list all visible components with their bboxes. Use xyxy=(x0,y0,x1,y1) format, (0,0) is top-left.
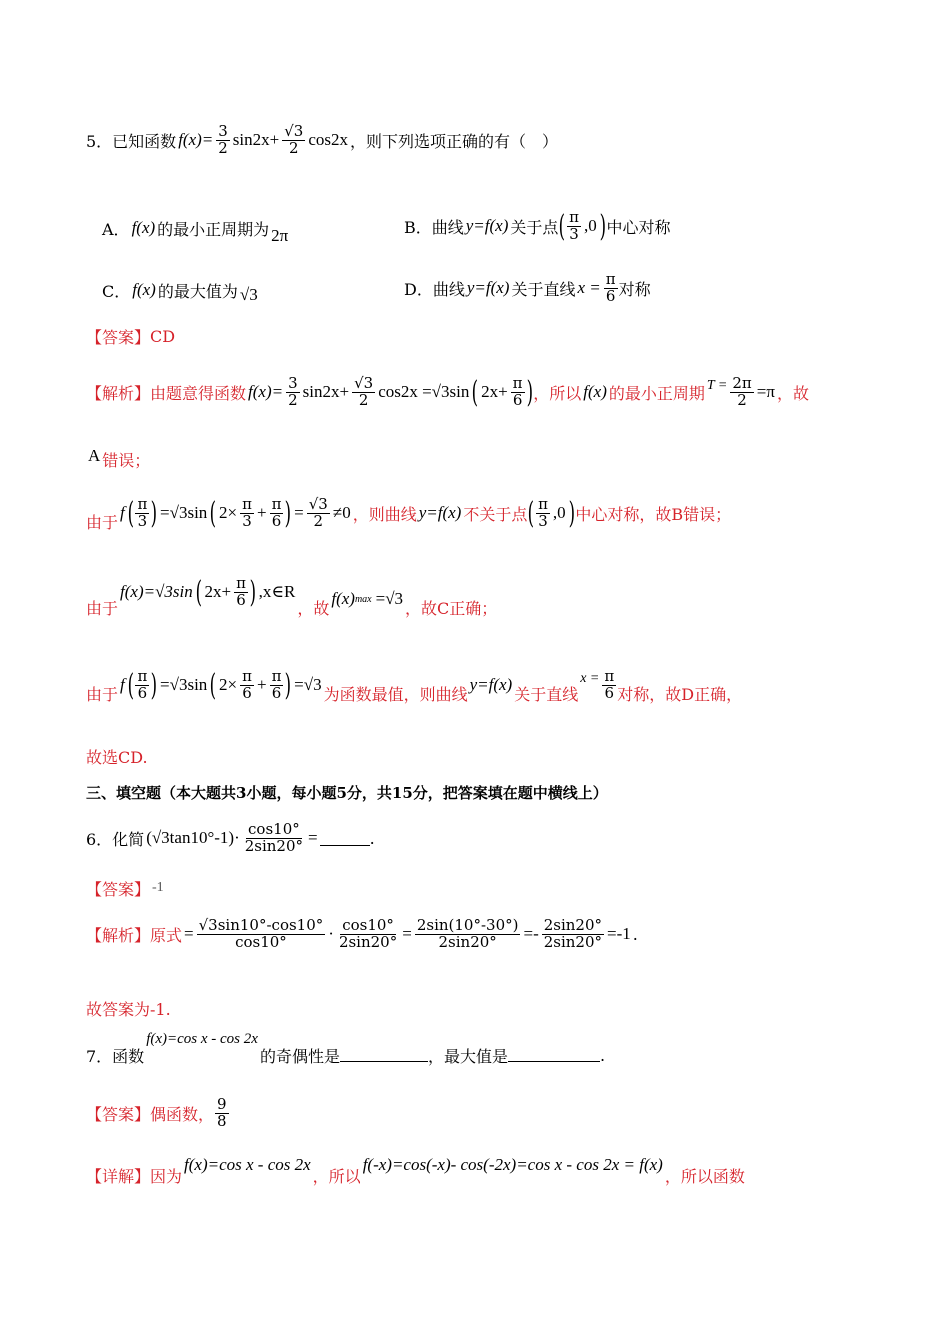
text-span: 不关于点 xyxy=(463,504,528,524)
text-span: 3 xyxy=(569,224,579,243)
text-span: ，则下列选项正确的有（ ） xyxy=(350,131,559,151)
text-span: 的奇偶性是 xyxy=(259,1046,340,1066)
text-span: 3 xyxy=(288,373,298,392)
text-span: 2sin20° xyxy=(244,836,304,855)
text-span: f(x) xyxy=(583,382,607,401)
text-span: 6 xyxy=(236,590,246,609)
text-span: π xyxy=(242,666,252,685)
text-span: f(x) xyxy=(132,280,156,299)
q7-answer xyxy=(86,1090,876,1136)
text-span: y=f(x) xyxy=(465,216,509,235)
text-span: 的最小正周期为 xyxy=(157,219,270,239)
text-span: π xyxy=(271,494,282,513)
text-span: π xyxy=(512,373,523,392)
text-span: ,x∈R xyxy=(258,582,296,601)
text-span: y=f(x) xyxy=(418,503,462,522)
text-span: 2π xyxy=(271,226,289,245)
q5-explanation-1: 【解析】 由题意得函数 f(x)= $\frac{3}{2}$ sin2x+ $\frac{√3}{2}$ cos2x =√3sin ( 2x+ $\frac{\pi}{6}$ ) ，所以 f(x) 的最小正周期 T = $\frac{2\pi}{2}$ =π ，故 xyxy=(86,373,809,410)
text-span: f(x)=cos x - cos 2x xyxy=(184,1155,311,1174)
text-span: y=f(x) xyxy=(469,675,513,694)
text-span: 2× xyxy=(219,503,238,522)
text-span: 6 xyxy=(271,511,282,530)
text-span: x = xyxy=(580,671,600,686)
text-span: cos2x =√3sin xyxy=(378,382,470,401)
text-span: 中心对称 xyxy=(606,217,671,237)
text-span: -1 xyxy=(152,880,164,895)
text-span: cos10° xyxy=(342,915,394,934)
text-span: ,0 xyxy=(583,216,597,235)
text-span: = xyxy=(184,924,194,943)
text-span: √3 xyxy=(284,121,304,140)
text-span: 故选CD. xyxy=(86,747,148,767)
text-span: ，故C正确； xyxy=(405,598,498,618)
q5-option-b: B．曲线 y=f(x) 关于点 ( $\frac{\pi}{3}$ ,0 ) 中心对称 xyxy=(404,207,671,244)
text-span: sin2x+ xyxy=(302,382,350,401)
text-span: 2 xyxy=(218,138,228,157)
text-span: 关于点 xyxy=(510,217,559,237)
text-span: + xyxy=(256,503,267,522)
text-span: 3 xyxy=(242,511,252,530)
text-span: T = xyxy=(706,378,728,393)
text-span: 2π xyxy=(732,373,752,392)
text-span: =√3sin xyxy=(160,675,208,694)
text-span: ，所以 xyxy=(312,1166,361,1186)
text-span: √3 xyxy=(239,285,258,304)
text-span: 中心对称，故B错误； xyxy=(575,504,732,524)
q5-explanation-4: 由于 f(x)=√3sin ( 2x+ $\frac{\pi}{6}$ ) ,x∈R ，故 f(x) max =√3 ，故C正确； xyxy=(86,573,498,618)
text-span: ，故 xyxy=(776,383,809,403)
text-span: √3 xyxy=(354,373,374,392)
text-span: 【答案】 xyxy=(86,879,151,899)
text-span: 6 xyxy=(604,683,615,702)
text-span: 【解析】 xyxy=(86,383,151,403)
text-span: f(-x)=cos(-x)- cos(-2x)=cos x - cos 2x = f(x) xyxy=(362,1155,663,1174)
text-span: 【答案】 xyxy=(86,1104,151,1124)
text-span: π xyxy=(538,494,548,513)
q7-stem xyxy=(86,1028,876,1068)
text-span: π xyxy=(137,666,148,685)
text-span: ，最大值是 xyxy=(427,1046,508,1066)
text-span: 关于直线 xyxy=(511,279,576,299)
text-span: (√3tan10°-1)· xyxy=(146,828,240,847)
text-span: π xyxy=(569,207,579,226)
text-span: 2 xyxy=(358,390,369,409)
text-span: 的最大值为 xyxy=(157,281,238,301)
text-span: 对称，故D正确， xyxy=(617,684,743,704)
q5-option-a xyxy=(102,208,290,248)
text-span: f(x)= xyxy=(178,130,214,149)
text-span: π xyxy=(137,494,148,513)
text-span: max xyxy=(354,593,372,605)
text-span: 由题意得函数 xyxy=(150,383,247,403)
text-span: 6 xyxy=(271,683,282,702)
text-span: 由于 xyxy=(86,512,119,532)
text-span: 2sin20° xyxy=(543,932,603,951)
text-span: 2x+ xyxy=(481,382,508,401)
text-span: . xyxy=(632,924,638,944)
text-span: A xyxy=(88,446,101,465)
text-span: f(x)= xyxy=(248,382,284,401)
text-span: 关于直线 xyxy=(514,684,579,704)
text-span: CD xyxy=(150,326,176,346)
q7-explanation xyxy=(86,1152,876,1188)
text-span: π xyxy=(605,269,616,288)
text-span: 2sin20° xyxy=(338,932,398,951)
text-span: π xyxy=(604,666,615,685)
text-span: ，所以函数 xyxy=(664,1166,745,1186)
text-span: 由于 xyxy=(86,598,119,618)
text-span: 6．化简 xyxy=(86,829,145,849)
text-span: = xyxy=(308,828,318,847)
text-span: + xyxy=(256,675,267,694)
text-span: 2× xyxy=(219,675,238,694)
text-span: 三、填空题（本大题共3小题，每小题5分，共15分，把答案填在题中横线上） xyxy=(86,783,608,802)
text-span: 2 xyxy=(313,511,324,530)
q5-option-d xyxy=(404,266,651,310)
text-span: 因为 xyxy=(150,1166,183,1186)
text-span: 【答案】 xyxy=(86,327,151,347)
q6-final xyxy=(86,996,876,1020)
q5-explanation-5: 由于 f ( $\frac{\pi}{6}$ ) =√3sin ( 2× $\frac{\pi}{6}$ + $\frac{\pi}{6}$ ) =√3 为函数最值，则曲线 y=f(x) 关于直线 x = $\frac{\pi}{6}$ 对称，故D正确， xyxy=(86,666,743,704)
text-span: cos10° xyxy=(248,819,300,838)
text-span: 2sin20° xyxy=(543,915,603,934)
text-span: = xyxy=(294,503,304,522)
text-span: cos2x xyxy=(308,130,349,149)
text-span: f xyxy=(120,503,125,522)
q6-explanation xyxy=(86,910,876,958)
text-span: 【详解】 xyxy=(86,1166,151,1186)
text-span: f(x)=√3sin xyxy=(120,582,193,601)
text-span: B．曲线 xyxy=(404,217,464,237)
text-span: 7．函数 xyxy=(86,1046,145,1066)
q5-explanation-3: 由于 f ( $\frac{\pi}{3}$ ) =√3sin ( 2× $\frac{\pi}{3}$ + $\frac{\pi}{6}$ ) = $\frac{√3}{2}$ ≠0 ，则曲线 y=f(x) 不关于点 ( $\frac{\pi}{3}$ ,0 ) 中心对称，故B错误； xyxy=(86,494,732,532)
q5-option-c xyxy=(102,270,260,310)
text-span: ,0 xyxy=(552,503,566,522)
text-span: D．曲线 xyxy=(404,279,465,299)
q6-stem xyxy=(86,816,876,860)
text-span: 故答案为-1. xyxy=(86,999,171,1019)
text-span: 3 xyxy=(218,121,228,140)
q5-answer xyxy=(86,324,876,348)
text-span: 【解析】 xyxy=(86,925,151,945)
text-span: 的最小正周期 xyxy=(608,383,705,403)
text-span: 2 xyxy=(288,390,298,409)
text-span: 2 xyxy=(289,138,299,157)
text-span: 3 xyxy=(137,511,148,530)
text-span: x = xyxy=(577,278,601,297)
text-span: 由于 xyxy=(86,684,119,704)
q7-max-blank[interactable] xyxy=(508,1047,600,1062)
text-span: cos10° xyxy=(235,932,287,951)
text-span: ≠0 xyxy=(332,503,351,522)
text-span: . xyxy=(599,1045,606,1065)
text-span: =- xyxy=(523,924,539,943)
text-span: 原式 xyxy=(150,925,183,945)
text-span: f(x) xyxy=(131,218,156,237)
q5-explanation-2 xyxy=(86,446,876,472)
text-span: 2sin20° xyxy=(438,932,497,951)
text-span: y=f(x) xyxy=(466,278,510,297)
text-span: C． xyxy=(102,281,131,301)
text-span: 6 xyxy=(137,683,148,702)
q7-parity-blank[interactable] xyxy=(340,1047,428,1062)
text-span: ，故 xyxy=(297,598,330,618)
text-span: =√3 xyxy=(375,589,404,608)
text-span: 2 xyxy=(737,390,747,409)
text-span: f(x)=cos x - cos 2x xyxy=(146,1030,258,1047)
text-span: √3 xyxy=(308,494,328,513)
text-span: 6 xyxy=(512,390,523,409)
text-span: =-1 xyxy=(607,924,631,943)
text-span: 对称 xyxy=(618,279,651,299)
text-span: f(x) xyxy=(331,589,355,608)
text-span: =π xyxy=(756,382,775,401)
text-span: 3 xyxy=(538,511,548,530)
text-span: 6 xyxy=(605,286,616,305)
text-span: =√3sin xyxy=(160,503,208,522)
text-span: 9 xyxy=(217,1094,227,1113)
text-span: 为函数最值，则曲线 xyxy=(323,684,468,704)
text-span: =√3 xyxy=(294,675,322,694)
text-span: 2x+ xyxy=(204,582,232,601)
text-span: 8 xyxy=(217,1111,227,1130)
q5-final xyxy=(86,744,876,768)
text-span: 2sin(10°-30°) xyxy=(416,915,519,934)
text-span: 偶函数， xyxy=(150,1104,215,1124)
text-span: sin2x+ xyxy=(232,130,280,149)
text-span: A． xyxy=(102,219,130,239)
q5-number: 5．已知函数 xyxy=(86,131,177,151)
text-span: 6 xyxy=(242,683,252,702)
text-span: π xyxy=(242,494,252,513)
q6-answer-blank[interactable] xyxy=(320,831,370,846)
text-span: ，所以 xyxy=(533,383,582,403)
text-span: √3sin10°-cos10° xyxy=(198,915,324,934)
text-span: 错误； xyxy=(102,450,151,470)
section-3-heading xyxy=(86,780,876,804)
text-span: = xyxy=(402,924,412,943)
q6-answer xyxy=(86,876,876,900)
text-span: ，则曲线 xyxy=(352,504,417,524)
text-span: · xyxy=(328,924,334,943)
text-span: π xyxy=(236,573,246,592)
q5-stem xyxy=(86,118,876,162)
text-span: . xyxy=(369,828,375,848)
text-span: f xyxy=(120,675,125,694)
text-span: π xyxy=(271,666,282,685)
